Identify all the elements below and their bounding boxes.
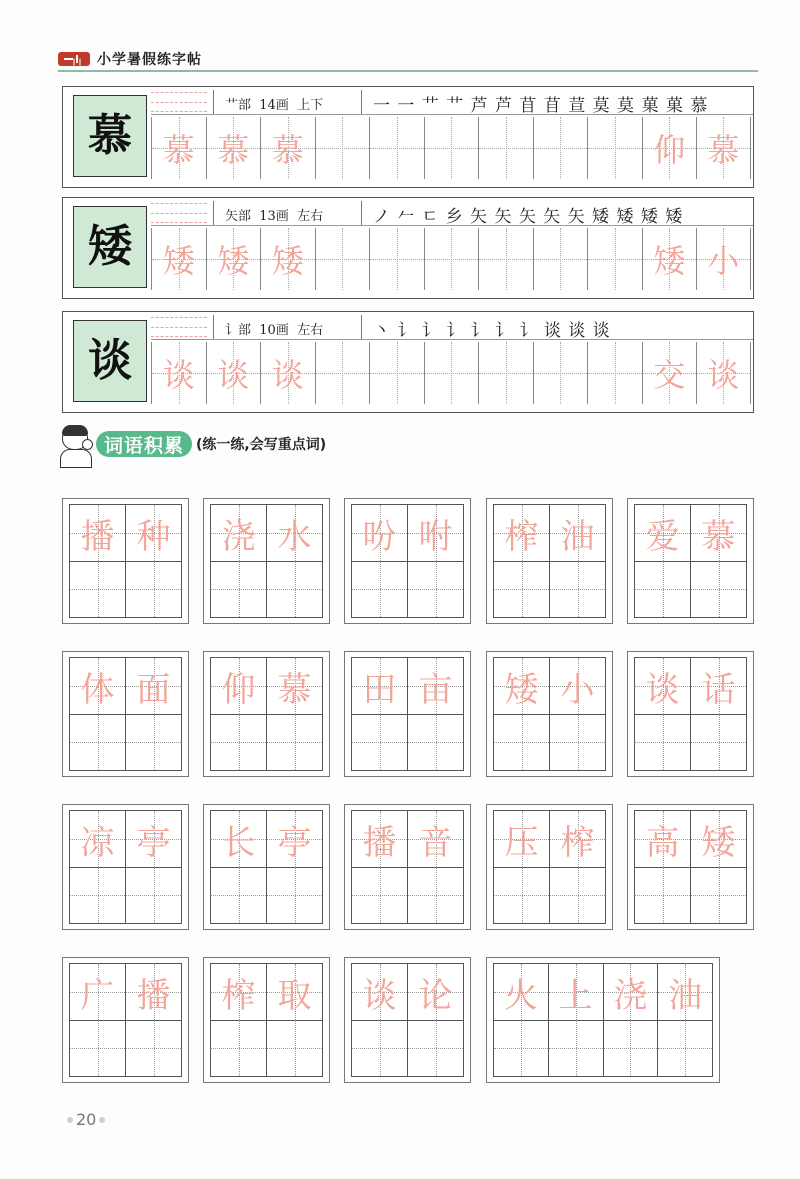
blank-row — [211, 1020, 322, 1076]
blank-row — [352, 714, 463, 770]
trace-char: 小 — [707, 242, 740, 280]
word-trace-char: 亭 — [136, 822, 171, 863]
word-cell[interactable] — [267, 561, 322, 617]
word-cell[interactable] — [494, 505, 550, 561]
word-cell[interactable] — [658, 1020, 712, 1076]
trace-row — [211, 811, 322, 868]
trace-char: 谈 — [271, 356, 304, 394]
word-cell[interactable] — [70, 658, 126, 714]
word-cell[interactable] — [408, 964, 463, 1020]
trace-char: 谈 — [217, 356, 250, 394]
word-card — [62, 651, 189, 777]
trace-row — [70, 658, 181, 715]
blank-row — [352, 867, 463, 923]
word-cell[interactable] — [267, 964, 322, 1020]
structure: 左右 — [297, 323, 324, 338]
trace-row — [352, 658, 463, 715]
page-header — [58, 50, 202, 68]
word-cell[interactable] — [494, 964, 549, 1020]
blank-row — [211, 561, 322, 617]
info-divider — [213, 90, 214, 114]
word-cell[interactable] — [352, 964, 408, 1020]
word-cell[interactable] — [604, 964, 659, 1020]
word-cell[interactable] — [126, 964, 181, 1020]
word-cell[interactable] — [494, 867, 550, 923]
practice-cell[interactable] — [151, 342, 206, 404]
word-trace-char: 火 — [503, 975, 538, 1016]
trace-char: 谈 — [162, 356, 195, 394]
word-cell[interactable] — [550, 561, 605, 617]
word-cell[interactable] — [126, 561, 181, 617]
word-trace-char: 长 — [221, 822, 256, 863]
practice-cell[interactable] — [315, 117, 370, 179]
word-card — [344, 498, 471, 624]
blank-row — [70, 867, 181, 923]
char-info — [225, 94, 323, 113]
blank-row — [494, 561, 605, 617]
structure: 上下 — [297, 98, 324, 113]
blank-row — [70, 561, 181, 617]
practice-cell[interactable] — [315, 342, 370, 404]
word-cell[interactable] — [211, 964, 267, 1020]
structure: 左右 — [297, 209, 324, 224]
model-char-box — [73, 95, 147, 177]
word-cell[interactable] — [211, 811, 267, 867]
trace-row — [70, 505, 181, 562]
page-number — [64, 1110, 108, 1129]
header-divider — [58, 70, 758, 72]
word-card — [627, 498, 754, 624]
word-cell[interactable] — [494, 714, 550, 770]
word-grid — [210, 504, 323, 618]
word-trace-char: 压 — [504, 822, 539, 863]
blank-row — [494, 714, 605, 770]
char-practice-block — [62, 311, 754, 413]
word-card — [344, 651, 471, 777]
word-cell[interactable] — [691, 505, 746, 561]
char-practice-block — [62, 86, 754, 188]
model-char-box — [73, 320, 147, 402]
char-info-row — [151, 315, 753, 340]
trace-char: 矮 — [217, 242, 250, 280]
blank-row — [211, 714, 322, 770]
trace-char: 矮 — [653, 242, 686, 280]
word-trace-char: 榨 — [221, 975, 256, 1016]
word-cell[interactable] — [70, 867, 126, 923]
word-grid — [493, 504, 606, 618]
word-cell[interactable] — [70, 964, 126, 1020]
word-trace-char: 水 — [277, 516, 312, 557]
page-number-text: 20 — [76, 1110, 97, 1129]
one-book-logo — [58, 52, 90, 66]
practice-cell[interactable] — [587, 228, 642, 290]
practice-cell[interactable] — [478, 342, 533, 404]
word-trace-char: 广 — [80, 975, 115, 1016]
word-grid — [69, 963, 182, 1077]
word-card — [344, 957, 471, 1083]
word-trace-char: 油 — [560, 516, 595, 557]
practice-cell[interactable] — [478, 228, 533, 290]
word-grid — [210, 963, 323, 1077]
section-title-pill — [96, 431, 192, 457]
word-trace-char: 面 — [136, 669, 171, 710]
blank-row — [635, 867, 746, 923]
word-cell[interactable] — [635, 811, 691, 867]
word-cell[interactable] — [408, 714, 463, 770]
practice-cell[interactable] — [424, 342, 479, 404]
trace-char: 慕 — [217, 131, 250, 169]
word-trace-char: 取 — [277, 975, 312, 1016]
word-trace-char: 谈 — [362, 975, 397, 1016]
practice-cell[interactable] — [642, 228, 697, 290]
word-cell[interactable] — [494, 1020, 549, 1076]
blank-row — [70, 714, 181, 770]
word-trace-char: 音 — [418, 822, 453, 863]
word-cell[interactable] — [211, 505, 267, 561]
word-cell[interactable] — [550, 658, 605, 714]
practice-cell[interactable] — [533, 117, 588, 179]
stroke-order: 一 一 艹 艹 芦 芦 苜 苜 荁 莫 莫 菓 菓 慕 — [373, 96, 709, 116]
stroke-order: 丶 讠 讠 讠 讠 讠 讠 谈 谈 谈 — [373, 321, 611, 341]
word-grid — [210, 657, 323, 771]
word-trace-char: 小 — [560, 669, 595, 710]
word-cell[interactable] — [352, 658, 408, 714]
word-cell[interactable] — [691, 867, 746, 923]
word-card — [203, 651, 330, 777]
trace-row — [352, 505, 463, 562]
word-card — [486, 498, 613, 624]
blank-row — [494, 867, 605, 923]
word-cell[interactable] — [408, 658, 463, 714]
trace-row — [70, 811, 181, 868]
page-dot-left — [67, 1117, 73, 1123]
word-grid — [493, 657, 606, 771]
blank-row — [494, 1020, 712, 1076]
word-cell[interactable] — [408, 811, 463, 867]
word-card — [203, 498, 330, 624]
pinyin-lines — [151, 203, 207, 223]
radical: 矢部 — [225, 209, 252, 224]
practice-cell[interactable] — [369, 342, 424, 404]
word-cell[interactable] — [408, 561, 463, 617]
word-trace-char: 浇 — [221, 516, 256, 557]
char-info-row — [151, 90, 753, 115]
word-trace-char: 播 — [80, 516, 115, 557]
word-trace-char: 吩 — [362, 516, 397, 557]
word-cell[interactable] — [70, 505, 126, 561]
word-trace-char: 田 — [362, 669, 397, 710]
blank-row — [352, 561, 463, 617]
info-divider — [361, 201, 362, 225]
word-cell[interactable] — [635, 867, 691, 923]
word-card — [62, 804, 189, 930]
word-cell[interactable] — [604, 1020, 659, 1076]
word-cell[interactable] — [126, 867, 181, 923]
word-cell[interactable] — [352, 1020, 408, 1076]
trace-row — [494, 811, 605, 868]
practice-cell[interactable] — [206, 342, 261, 404]
char-info-row — [151, 201, 753, 226]
trace-row — [635, 658, 746, 715]
word-grid — [634, 810, 747, 924]
word-cell[interactable] — [267, 811, 322, 867]
word-card — [486, 804, 613, 930]
word-card — [344, 804, 471, 930]
char-practice-block — [62, 197, 754, 299]
info-divider — [213, 315, 214, 339]
word-trace-char: 播 — [362, 822, 397, 863]
trace-char: 慕 — [271, 131, 304, 169]
trace-row — [635, 505, 746, 562]
word-cell[interactable] — [691, 561, 746, 617]
word-cell[interactable] — [408, 867, 463, 923]
practice-cell[interactable] — [206, 117, 261, 179]
word-cell[interactable] — [691, 658, 746, 714]
word-cell[interactable] — [126, 658, 181, 714]
practice-cell[interactable] — [424, 117, 479, 179]
trace-row — [211, 505, 322, 562]
word-grid — [351, 657, 464, 771]
word-cell[interactable] — [352, 505, 408, 561]
practice-cell[interactable] — [369, 117, 424, 179]
word-grid — [634, 504, 747, 618]
word-trace-char: 爱 — [645, 516, 680, 557]
word-cell[interactable] — [267, 714, 322, 770]
word-trace-char: 咐 — [418, 516, 453, 557]
practice-cell[interactable] — [260, 342, 315, 404]
word-card — [203, 804, 330, 930]
word-cell[interactable] — [267, 867, 322, 923]
word-cell[interactable] — [352, 714, 408, 770]
radical: 艹部 — [225, 98, 252, 113]
word-cell[interactable] — [126, 811, 181, 867]
word-cell[interactable] — [211, 1020, 267, 1076]
word-trace-char: 榨 — [560, 822, 595, 863]
blank-row — [635, 561, 746, 617]
word-cell[interactable] — [211, 658, 267, 714]
trace-row — [352, 811, 463, 868]
practice-cell[interactable] — [533, 228, 588, 290]
word-cell[interactable] — [550, 714, 605, 770]
word-grid — [493, 810, 606, 924]
trace-row — [494, 964, 712, 1021]
practice-cell[interactable] — [696, 342, 751, 404]
practice-cell[interactable] — [151, 228, 206, 290]
word-cell[interactable] — [70, 561, 126, 617]
word-grid — [351, 810, 464, 924]
word-cell[interactable] — [126, 714, 181, 770]
word-card — [486, 957, 720, 1083]
word-card — [486, 651, 613, 777]
word-cell[interactable] — [70, 1020, 126, 1076]
radical: 讠部 — [225, 323, 252, 338]
word-trace-char: 亩 — [418, 669, 453, 710]
blank-row — [211, 867, 322, 923]
section-subtitle: (练一练,会写重点词) — [196, 437, 327, 453]
word-card — [627, 804, 754, 930]
practice-cell[interactable] — [151, 117, 206, 179]
word-section-header — [58, 422, 326, 466]
word-cell[interactable] — [635, 658, 691, 714]
word-cell[interactable] — [635, 505, 691, 561]
book-title: 小学暑假练字帖 — [97, 52, 202, 68]
word-trace-char: 凉 — [80, 822, 115, 863]
word-grid — [69, 810, 182, 924]
blank-row — [352, 1020, 463, 1076]
word-trace-char: 矮 — [701, 822, 736, 863]
stroke-order: ノ 𠂉 ㄷ 乡 矢 矢 矢 矢 矢 矮 矮 矮 矮 — [373, 207, 684, 227]
word-cell[interactable] — [352, 561, 408, 617]
word-trace-char: 亭 — [277, 822, 312, 863]
trace-char: 仰 — [653, 131, 686, 169]
practice-cell[interactable] — [478, 117, 533, 179]
word-cell[interactable] — [494, 658, 550, 714]
trace-row — [494, 505, 605, 562]
word-trace-char: 话 — [701, 669, 736, 710]
practice-cell[interactable] — [642, 342, 697, 404]
word-trace-char: 仰 — [221, 669, 256, 710]
practice-cell[interactable] — [315, 228, 370, 290]
word-cell[interactable] — [635, 561, 691, 617]
word-trace-char: 种 — [136, 516, 171, 557]
word-cell[interactable] — [352, 867, 408, 923]
word-cell[interactable] — [211, 714, 267, 770]
practice-cell[interactable] — [260, 228, 315, 290]
word-cell[interactable] — [211, 561, 267, 617]
word-cell[interactable] — [549, 964, 604, 1020]
info-divider — [361, 315, 362, 339]
practice-cell[interactable] — [533, 342, 588, 404]
word-cell[interactable] — [494, 561, 550, 617]
word-cell[interactable] — [211, 867, 267, 923]
trace-row — [211, 964, 322, 1021]
word-cell[interactable] — [267, 1020, 322, 1076]
word-cell[interactable] — [267, 505, 322, 561]
word-cell[interactable] — [408, 505, 463, 561]
word-grid — [634, 657, 747, 771]
word-cell[interactable] — [267, 658, 322, 714]
word-cell[interactable] — [658, 964, 712, 1020]
word-trace-char: 上 — [558, 975, 593, 1016]
trace-row — [70, 964, 181, 1021]
word-cell[interactable] — [550, 505, 605, 561]
page-dot-right — [99, 1117, 105, 1123]
word-card — [627, 651, 754, 777]
word-grid — [351, 963, 464, 1077]
word-cell[interactable] — [550, 867, 605, 923]
thinking-kid-icon — [58, 422, 94, 466]
trace-char: 慕 — [162, 131, 195, 169]
model-char: 谈 — [88, 335, 132, 386]
word-cell[interactable] — [549, 1020, 604, 1076]
blank-row — [635, 714, 746, 770]
model-char-box — [73, 206, 147, 288]
word-trace-char: 榨 — [504, 516, 539, 557]
word-grid — [210, 810, 323, 924]
practice-grid-row — [151, 342, 751, 404]
info-divider — [361, 90, 362, 114]
trace-row — [352, 964, 463, 1021]
word-trace-char: 油 — [668, 975, 703, 1016]
word-card — [62, 498, 189, 624]
trace-char: 谈 — [707, 356, 740, 394]
word-trace-char: 论 — [418, 975, 453, 1016]
blank-row — [70, 1020, 181, 1076]
practice-cell[interactable] — [587, 117, 642, 179]
stroke-count: 14画 — [259, 98, 289, 113]
word-trace-char: 高 — [645, 822, 680, 863]
word-trace-char: 慕 — [277, 669, 312, 710]
char-info — [225, 319, 323, 338]
word-trace-char: 播 — [136, 975, 171, 1016]
word-cell[interactable] — [126, 505, 181, 561]
practice-cell[interactable] — [696, 117, 751, 179]
practice-cell[interactable] — [642, 117, 697, 179]
word-trace-char: 体 — [80, 669, 115, 710]
trace-row — [494, 658, 605, 715]
model-char: 矮 — [88, 221, 132, 272]
word-trace-char: 谈 — [645, 669, 680, 710]
word-cell[interactable] — [126, 1020, 181, 1076]
practice-grid-row — [151, 228, 751, 290]
practice-cell[interactable] — [206, 228, 261, 290]
trace-char: 交 — [653, 356, 686, 394]
word-cell[interactable] — [635, 714, 691, 770]
word-cell[interactable] — [550, 811, 605, 867]
trace-row — [211, 658, 322, 715]
trace-row — [635, 811, 746, 868]
trace-char: 慕 — [707, 131, 740, 169]
char-info — [225, 205, 323, 224]
practice-cell[interactable] — [260, 117, 315, 179]
word-grid — [69, 504, 182, 618]
word-card — [203, 957, 330, 1083]
practice-cell[interactable] — [587, 342, 642, 404]
info-divider — [213, 201, 214, 225]
model-char: 慕 — [88, 110, 132, 161]
word-card — [62, 957, 189, 1083]
word-cell[interactable] — [408, 1020, 463, 1076]
trace-char: 矮 — [162, 242, 195, 280]
practice-cell[interactable] — [696, 228, 751, 290]
pinyin-lines — [151, 92, 207, 112]
word-cell[interactable] — [494, 811, 550, 867]
word-trace-char: 矮 — [504, 669, 539, 710]
word-cell[interactable] — [70, 714, 126, 770]
trace-char: 矮 — [271, 242, 304, 280]
word-trace-char: 浇 — [613, 975, 648, 1016]
word-cell[interactable] — [691, 714, 746, 770]
practice-grid-row — [151, 117, 751, 179]
word-grid — [351, 504, 464, 618]
practice-cell[interactable] — [369, 228, 424, 290]
pinyin-lines — [151, 317, 207, 337]
word-cell[interactable] — [352, 811, 408, 867]
stroke-count: 10画 — [259, 323, 289, 338]
word-grid — [69, 657, 182, 771]
word-cell[interactable] — [691, 811, 746, 867]
practice-cell[interactable] — [424, 228, 479, 290]
word-grid — [493, 963, 713, 1077]
section-title: 词语积累 — [104, 434, 185, 457]
word-cell[interactable] — [70, 811, 126, 867]
word-trace-char: 慕 — [701, 516, 736, 557]
stroke-count: 13画 — [259, 209, 289, 224]
